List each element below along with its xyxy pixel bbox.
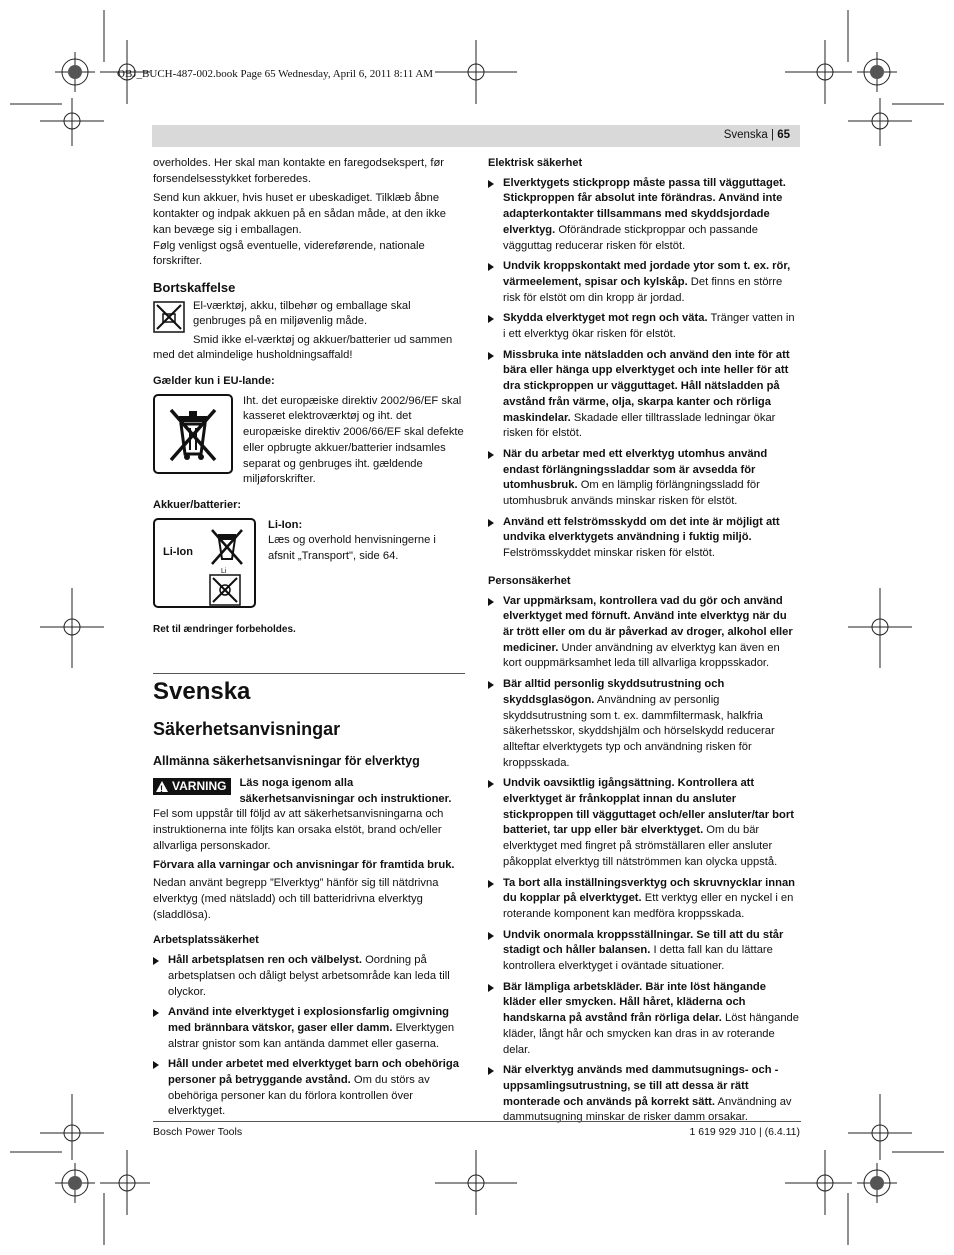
page-number: 65 [777,129,790,141]
item-bold: Missbruka inte nätsladden och använd den inte för att bära eller hänga upp elverktyget och inte heller för att dra stickproppen ur vägguttaget. Håll nätsladden på avstånd från värme, olja, skarpa kanter och rörliga maskindelar. [503,348,790,424]
header-text: Svenska | 65 [723,129,790,141]
print-info: OBJ_BUCH-487-002.book Page 65 Wednesday, April 6, 2011 8:11 AM [117,68,434,80]
eu-text: Iht. det europæiske direktiv 2002/96/EF skal kasseret elektroværktøj og iht. det europæiske direktiv 2006/66/EF skal defekte eller opbrugte akkuer/batterier indsamles separat og genbruges iht. gældende miljøforskrifter. [243,394,464,486]
language-title: Svenska [153,678,251,706]
liion-label: Li-Ion [163,545,193,558]
item-bold: När elverktyg används med dammutsugnings- och -uppsamlingsutrustning, se till att dessa är rätt monterade och används på korrekt sätt. [503,1064,779,1108]
item-text: Om en lämplig förlängningssladd för utomhusbruk används minskar risken för elstöt. [503,479,760,508]
item-text: Skadade eller tilltrasslade ledningar ökar risken för elstöt. [503,411,776,440]
list-item [153,1005,465,1052]
keep-note: Förvara alla varningar och anvisningar för framtida bruk. [153,858,455,871]
bullet-arrow-icon [488,180,494,188]
personal-heading: Personsäkerhet [488,574,571,587]
workplace-heading: Arbetsplatssäkerhet [153,934,259,947]
item-bold: Bär alltid personlig skyddsutrustning och skyddsglasögon. [503,678,725,706]
recycle-icon [209,574,241,606]
bullet-arrow-icon [488,780,494,788]
item-text: Elverktygen alstrar gnistor som kan antända dammet eller gaserna. [168,1021,455,1050]
list-item [488,259,800,306]
bullet-arrow-icon [488,352,494,360]
crossed-bin-icon [207,526,247,566]
item-text: Det finns en större risk för elstöt om din kropp är jordad. [503,275,783,304]
list-item [488,176,800,255]
list-item [153,1057,465,1120]
page-header [152,125,800,147]
term-text: Nedan använt begrepp ”Elverktyg” hänför sig till nätdrivna elverktyg (med nätsladd) och till batteridrivna elverktyg (sladdlösa). [153,877,439,921]
item-text: I detta fall kan du lättare kontrollera elverktyget i oväntade situationer. [503,944,773,973]
list-item [488,776,800,870]
eu-block [153,394,465,488]
item-text: Oordning på arbetsplatsen och dåligt belyst arbetsområde kan leda till olyckor. [168,954,450,998]
item-bold: Undvik onormala kroppsställningar. Se till att du står stadigt och håller balansen. [503,928,784,957]
battery-heading: Akkuer/batterier: [153,498,242,511]
bullet-arrow-icon [153,1061,159,1069]
disposal-text: El-værktøj, akku, tilbehør og emballage skal genbruges på en miljøvenlig måde. [193,299,411,328]
item-text: Oförändrade stickproppar och passande vägguttag reducerar risken för elstöt. [503,223,758,252]
bullet-arrow-icon [488,263,494,271]
bullet-arrow-icon [153,1009,159,1017]
liion-text: Læs og overhold henvisningerne i afsnit „Transport", side 64. [268,534,436,563]
bullet-arrow-icon [488,1067,494,1075]
list-item [488,980,800,1059]
item-bold: Använd inte elverktyget i explosionsfarlig omgivning med brännbara vätskor, gaser eller damm. [168,1006,449,1034]
electrical-heading: Elektrisk säkerhet [488,157,583,169]
disposal-text: Smid ikke el-værktøj og akkuer/batterier ud sammen med det almindelige husholdningsaffald! [153,333,453,362]
right-column [488,156,800,1131]
item-text: Ett verktyg eller en nyckel i en roterande komponent kan medföra kroppsskada. [503,892,794,920]
list-item [488,348,800,442]
bullet-arrow-icon [488,932,494,940]
liion-text-block [268,518,465,565]
list-item [488,515,800,562]
list-item [488,928,800,975]
item-text: Om du störs av obehöriga personer kan du förlora kontrollen över elverktyget. [168,1074,430,1118]
list-item [488,677,800,771]
list-item [153,953,465,1000]
bullet-arrow-icon [488,984,494,992]
intro-paragraph: overholdes. Her skal man kontakte en faregodsekspert, før forsendelsesstykket forberedes. [153,157,445,185]
general-heading: Allmänna säkerhetsanvisningar för elverktyg [153,754,420,769]
change-note: Ret til ændringer forbeholdes. [153,623,296,635]
item-text: Användning av dammutsugning minskar de risker damm orsakar. [503,1095,792,1124]
crossed-bin-icon [161,402,225,466]
section-title: Säkerhetsanvisningar [153,719,341,740]
item-bold: Använd ett felströmsskydd om det inte är möjligt att undvika elverktygets användning i fuktig miljö. [503,515,780,544]
item-bold: Undvik kroppskontakt med jordade ytor som t. ex. rör, värmeelement, spisar och kylskåp. [503,260,791,288]
liion-small-label: Li [221,567,227,575]
bullet-arrow-icon [153,957,159,965]
list-item [488,1063,800,1126]
item-text: Om du bär elverktyget med fingret på strömställaren eller ansluter påkopplat elverktyg till nätströmmen kan olycka uppstå. [503,824,778,868]
footer-docref: 1 619 929 J10 | (6.4.11) [689,1126,800,1138]
weee-icon-box [153,394,233,474]
list-item [488,447,800,510]
warning-triangle-icon [156,781,168,792]
item-text: Löst hängande kläder, långt hår och smycken kan dras in av roterande delar. [503,1012,799,1056]
header-language: Svenska [723,129,768,141]
warning-bold: Läs noga igenom alla säkerhetsanvisningar och instruktioner. [239,777,452,805]
disposal-block [153,299,465,333]
list-item [488,876,800,923]
bullet-arrow-icon [488,519,494,527]
item-text: Felströmsskyddet minskar risken för elstöt. [503,547,715,560]
item-bold: Bär lämpliga arbetskläder. Bär inte löst hängande kläder eller smycken. Håll håret, kläderna och handskarna på avstånd från rörliga delar. [503,980,766,1025]
item-text: Användning av personlig skyddsutrustning som t. ex. dammfiltermask, halkfria säkerhetsskor, skyddshjälm och hörselskydd reducerar allteftar elverktygets typ och användning risken för kroppsskada. [503,693,775,769]
item-bold: Ta bort alla inställningsverktyg och skruvnycklar innan du kopplar på elverktyget. [503,876,795,905]
footer-brand: Bosch Power Tools [153,1126,243,1138]
bullet-arrow-icon [488,315,494,323]
warning-label: VARNING [172,778,227,793]
warning-badge [153,778,231,795]
recycle-icon [153,301,185,333]
disposal-heading: Bortskaffelse [153,279,236,295]
item-bold: Var uppmärksam, kontrollera vad du gör och använd elverktyget med förnuft. Använd inte elverktyg när du är trött eller om du är påverkad av droger, alkohol eller mediciner. [503,594,793,654]
list-item [488,594,800,673]
item-bold: Skydda elverktyget mot regn och väta. [503,312,708,325]
liion-title: Li-Ion: [268,518,303,531]
left-column [153,156,465,1125]
battery-block [153,518,465,608]
item-bold: Elverktygets stickpropp måste passa till vägguttaget. Stickproppen får absolut inte förändras. Använd inte adapterkontakter tillsammans med skyddsjordade elverktyg. [503,176,786,236]
item-bold: Undvik oavsiktlig igångsättning. Kontrollera att elverktyget är frånkopplat innan du ansluter stickproppen till vägguttaget och/eller ansluter/tar bort batteriet, tar upp eller bär elverktyget. [503,777,794,837]
item-bold: Håll arbetsplatsen ren och välbelyst. [168,954,362,967]
bullet-arrow-icon [488,880,494,888]
item-text: Under användning av elverktyg kan även en kort ouppmärksamhet leda till allvarliga kroppsskador. [503,641,780,670]
bullet-arrow-icon [488,681,494,689]
intro-paragraph: Følg venligst også eventuelle, videreførende, nationale forskrifter. [153,239,425,268]
warning-rest: Fel som uppstår till följd av att säkerhetsanvisningarna och instruktionerna inte följts kan orsaka elstöt, brand och/eller allvarliga personskador. [153,808,444,852]
bullet-arrow-icon [488,451,494,459]
item-text: Tränger vatten in i ett elverktyg ökar risken för elstöt. [503,312,795,341]
liion-icon-box [153,518,256,608]
bullet-arrow-icon [488,598,494,606]
item-bold: Håll under arbetet med elverktyget barn och obehöriga personer på betryggande avstånd. [168,1058,459,1087]
section-divider [153,673,465,674]
item-bold: När du arbetar med ett elverktyg utomhus använd endast förlängningssladdar som är avsedda för utomhusbruk. [503,447,768,492]
intro-paragraph: Send kun akkuer, hvis huset er ubeskadiget. Tilklæb åbne kontakter og indpak akkuen på en sådan måde, at den ikke kan bevæge sig i emballagen. [153,192,446,236]
warning-block [153,776,465,855]
footer-divider [153,1121,801,1122]
eu-heading: Gælder kun i EU-lande: [153,375,275,388]
list-item [488,311,800,342]
